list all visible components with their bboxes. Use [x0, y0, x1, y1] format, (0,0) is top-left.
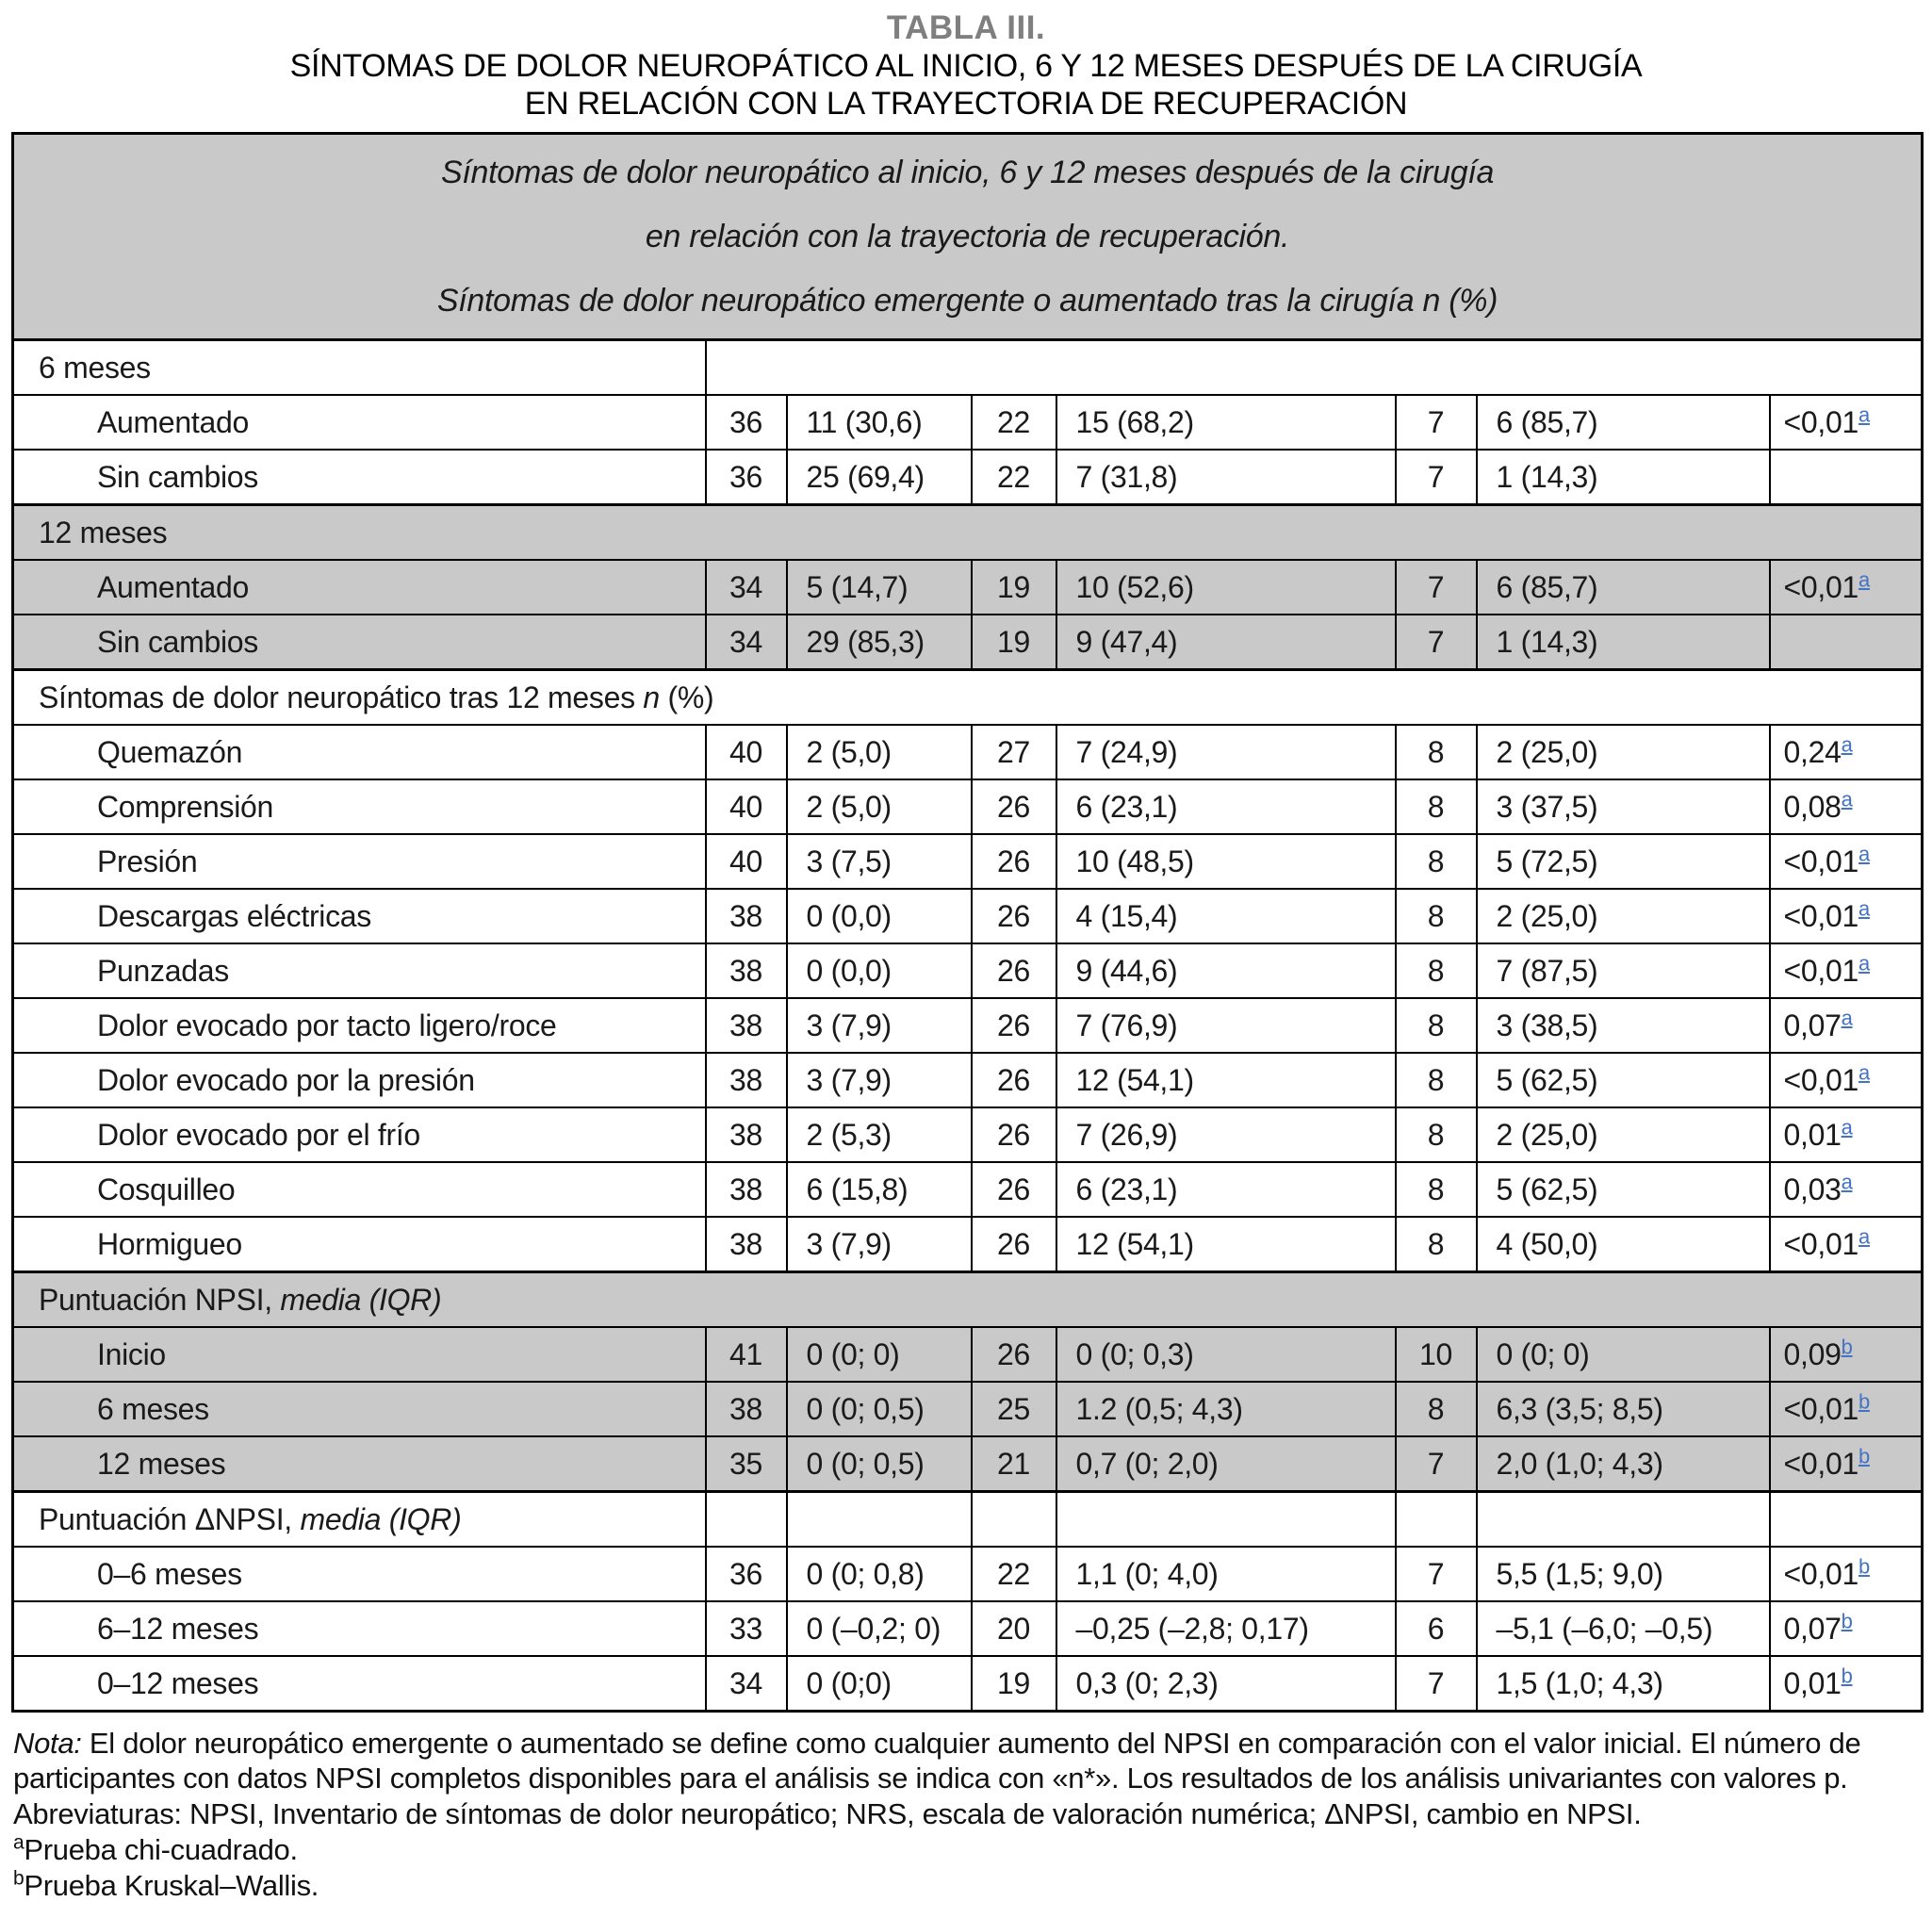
footnote-link[interactable]: a	[1841, 1170, 1853, 1194]
value-cell: 0,7 (0; 2,0)	[1056, 1436, 1396, 1492]
footnote-link[interactable]: b	[1858, 1389, 1870, 1414]
n-value-cell: 26	[972, 943, 1056, 998]
p-value-cell	[1770, 450, 1923, 505]
row-label: Aumentado	[13, 560, 706, 615]
n-value-cell: 8	[1396, 1217, 1477, 1272]
n-value-cell: 38	[706, 943, 787, 998]
p-value-cell: <0,01$^a$	[1770, 1053, 1923, 1107]
value-cell: 0 (0; 0)	[787, 1327, 972, 1382]
value-cell: 3 (7,9)	[787, 1053, 972, 1107]
table-row	[13, 450, 1923, 505]
row-label: Punzadas	[13, 943, 706, 998]
value-cell: 5 (62,5)	[1477, 1053, 1770, 1107]
p-value-cell: 0,03$^a$	[1770, 1162, 1923, 1217]
n-value-cell: 38	[706, 889, 787, 943]
value-cell: 0 (0; 0,5)	[787, 1436, 972, 1492]
n-value-cell: 22	[972, 1547, 1056, 1601]
p-value-cell: <0,01$^a$	[1770, 395, 1923, 450]
table-row	[13, 615, 1923, 670]
value-cell: 0 (0,0)	[787, 889, 972, 943]
value-cell: 0 (–0,2; 0)	[787, 1601, 972, 1656]
value-cell: 2 (25,0)	[1477, 889, 1770, 943]
table-row	[13, 943, 1923, 998]
row-label: Presión	[13, 834, 706, 889]
table-row	[13, 998, 1923, 1053]
empty-cell	[1396, 1492, 1477, 1548]
row-label: Dolor evocado por el frío	[13, 1107, 706, 1162]
value-cell: 10 (52,6)	[1056, 560, 1396, 615]
row-label: Quemazón	[13, 725, 706, 779]
table-row	[13, 505, 1923, 561]
value-cell: 6 (23,1)	[1056, 779, 1396, 834]
table-header-line3: Síntomas de dolor neuropático emergente o aumentado tras la cirugía n (%)	[436, 283, 1498, 320]
value-cell: 9 (47,4)	[1056, 615, 1396, 670]
footnote-b	[13, 1868, 1919, 1903]
table-title-line1: SÍNTOMAS DE DOLOR NEUROPÁTICO AL INICIO, 6 Y 12 MESES DESPUÉS DE LA CIRUGÍA	[289, 48, 1643, 84]
symptom-table-body	[13, 134, 1923, 1712]
n-value-cell: 40	[706, 779, 787, 834]
empty-cell	[1056, 1492, 1396, 1548]
n-value-cell: 25	[972, 1382, 1056, 1436]
table-title-block	[0, 0, 1932, 123]
row-label: 0–12 meses	[13, 1656, 706, 1712]
n-value-cell: 26	[972, 889, 1056, 943]
row-label: Síntomas de dolor neuropático tras 12 meses n (%)	[13, 670, 1923, 726]
footnote-link[interactable]: b	[1841, 1335, 1853, 1359]
value-cell: 0 (0; 0,5)	[787, 1382, 972, 1436]
n-value-cell: 8	[1396, 889, 1477, 943]
n-value-cell: 38	[706, 1162, 787, 1217]
n-value-cell: 34	[706, 1656, 787, 1712]
n-value-cell: 26	[972, 1327, 1056, 1382]
table-row	[13, 1327, 1923, 1382]
table-row	[13, 1601, 1923, 1656]
value-cell: 6 (23,1)	[1056, 1162, 1396, 1217]
table-row	[13, 725, 1923, 779]
n-value-cell: 41	[706, 1327, 787, 1382]
n-value-cell: 35	[706, 1436, 787, 1492]
table-row	[13, 1492, 1923, 1548]
value-cell: 6 (15,8)	[787, 1162, 972, 1217]
note-prefix: Nota:	[13, 1727, 82, 1761]
value-cell: 0 (0; 0)	[1477, 1327, 1770, 1382]
value-cell: 2 (25,0)	[1477, 1107, 1770, 1162]
n-value-cell: 8	[1396, 1162, 1477, 1217]
empty-cell	[706, 1492, 787, 1548]
value-cell: 2 (5,0)	[787, 779, 972, 834]
table-number: TABLA III.	[886, 9, 1046, 46]
table-row	[13, 1107, 1923, 1162]
value-cell: 1,1 (0; 4,0)	[1056, 1547, 1396, 1601]
n-value-cell: 6	[1396, 1601, 1477, 1656]
row-label: Hormigueo	[13, 1217, 706, 1272]
footnote-link[interactable]: a	[1841, 1006, 1853, 1030]
table-row	[13, 340, 1923, 396]
table-header-line2: en relación con la trayectoria de recuperación.	[645, 219, 1290, 255]
table-row	[13, 1053, 1923, 1107]
n-value-cell: 7	[1396, 1547, 1477, 1601]
row-label: Sin cambios	[13, 615, 706, 670]
footnote-link[interactable]: a	[1841, 787, 1853, 811]
value-cell: 10 (48,5)	[1056, 834, 1396, 889]
footnote-b-marker: b	[13, 1867, 25, 1890]
n-value-cell: 38	[706, 998, 787, 1053]
value-cell: 0 (0; 0,8)	[787, 1547, 972, 1601]
row-label: Dolor evocado por la presión	[13, 1053, 706, 1107]
value-cell: 3 (7,9)	[787, 998, 972, 1053]
table-row	[13, 834, 1923, 889]
value-cell: 11 (30,6)	[787, 395, 972, 450]
value-cell: 6 (85,7)	[1477, 560, 1770, 615]
p-value-cell: 0,01$^b$	[1770, 1656, 1923, 1712]
value-cell: 4 (15,4)	[1056, 889, 1396, 943]
n-value-cell: 26	[972, 1162, 1056, 1217]
table-row	[13, 1217, 1923, 1272]
footnote-b-text: Prueba Kruskal–Wallis.	[24, 1869, 319, 1903]
table-row	[13, 1547, 1923, 1601]
p-value-cell: <0,01$^a$	[1770, 943, 1923, 998]
p-value-cell: <0,01$^a$	[1770, 834, 1923, 889]
table-title-line2: EN RELACIÓN CON LA TRAYECTORIA DE RECUPERACIÓN	[524, 86, 1408, 123]
row-label: 6 meses	[13, 1382, 706, 1436]
n-value-cell: 7	[1396, 560, 1477, 615]
n-value-cell: 22	[972, 395, 1056, 450]
row-label: 6 meses	[13, 340, 706, 396]
n-value-cell: 38	[706, 1217, 787, 1272]
n-value-cell: 36	[706, 395, 787, 450]
footnote-link[interactable]: b	[1858, 1554, 1870, 1579]
table-notes	[13, 1726, 1919, 1903]
value-cell: 3 (38,5)	[1477, 998, 1770, 1053]
p-value-cell: <0,01$^a$	[1770, 1217, 1923, 1272]
value-cell: 7 (24,9)	[1056, 725, 1396, 779]
n-value-cell: 40	[706, 725, 787, 779]
n-value-cell: 36	[706, 1547, 787, 1601]
footnote-link[interactable]: b	[1858, 1444, 1870, 1468]
n-value-cell: 8	[1396, 834, 1477, 889]
table-row	[13, 1162, 1923, 1217]
n-value-cell: 8	[1396, 1107, 1477, 1162]
value-cell: 5,5 (1,5; 9,0)	[1477, 1547, 1770, 1601]
footnote-link[interactable]: a	[1858, 842, 1870, 866]
p-value-cell: 0,24$^a$	[1770, 725, 1923, 779]
row-label: 0–6 meses	[13, 1547, 706, 1601]
row-label: 6–12 meses	[13, 1601, 706, 1656]
n-value-cell: 10	[1396, 1327, 1477, 1382]
value-cell: 7 (87,5)	[1477, 943, 1770, 998]
row-label: Comprensión	[13, 779, 706, 834]
value-cell: 0,3 (0; 2,3)	[1056, 1656, 1396, 1712]
n-value-cell: 19	[972, 615, 1056, 670]
value-cell: –0,25 (–2,8; 0,17)	[1056, 1601, 1396, 1656]
value-cell: 5 (62,5)	[1477, 1162, 1770, 1217]
value-cell: 2 (5,3)	[787, 1107, 972, 1162]
note-text	[13, 1726, 1919, 1795]
n-value-cell: 8	[1396, 943, 1477, 998]
n-value-cell: 22	[972, 450, 1056, 505]
value-cell: 1 (14,3)	[1477, 450, 1770, 505]
row-label: Descargas eléctricas	[13, 889, 706, 943]
footnote-link[interactable]: a	[1841, 732, 1853, 757]
n-value-cell: 8	[1396, 725, 1477, 779]
note-body: El dolor neuropático emergente o aumentado se define como cualquier aumento del NPSI en comparación con el valor inicial. El número de participantes con datos NPSI completos disponibles para el análisis se indica con «n*». Los resultados de los análisis univariantes con valores p.	[13, 1727, 1861, 1795]
table-header-row	[13, 134, 1923, 340]
value-cell: 7 (31,8)	[1056, 450, 1396, 505]
empty-cell	[787, 1492, 972, 1548]
n-value-cell: 26	[972, 779, 1056, 834]
n-value-cell: 40	[706, 834, 787, 889]
empty-cell	[1770, 1492, 1923, 1548]
value-cell: 3 (7,5)	[787, 834, 972, 889]
table-row	[13, 1272, 1923, 1328]
value-cell: 1.2 (0,5; 4,3)	[1056, 1382, 1396, 1436]
n-value-cell: 34	[706, 560, 787, 615]
n-value-cell: 8	[1396, 1382, 1477, 1436]
n-value-cell: 7	[1396, 395, 1477, 450]
table-row	[13, 395, 1923, 450]
footnote-a-marker: a	[13, 1831, 25, 1854]
value-cell: 12 (54,1)	[1056, 1053, 1396, 1107]
value-cell: 3 (37,5)	[1477, 779, 1770, 834]
footnote-link[interactable]: b	[1841, 1664, 1853, 1688]
p-value-cell: 0,09$^b$	[1770, 1327, 1923, 1382]
table-row	[13, 1382, 1923, 1436]
n-value-cell: 38	[706, 1053, 787, 1107]
footnote-link[interactable]: a	[1858, 567, 1870, 592]
p-value-cell: 0,01$^a$	[1770, 1107, 1923, 1162]
value-cell: 15 (68,2)	[1056, 395, 1396, 450]
value-cell: 6 (85,7)	[1477, 395, 1770, 450]
row-label: Inicio	[13, 1327, 706, 1382]
p-value-cell: <0,01$^a$	[1770, 889, 1923, 943]
n-value-cell: 27	[972, 725, 1056, 779]
n-value-cell: 7	[1396, 1436, 1477, 1492]
footnote-a-text: Prueba chi-cuadrado.	[24, 1833, 298, 1867]
value-cell: 12 (54,1)	[1056, 1217, 1396, 1272]
value-cell: 0 (0,0)	[787, 943, 972, 998]
n-value-cell: 36	[706, 450, 787, 505]
n-value-cell: 21	[972, 1436, 1056, 1492]
table-row	[13, 889, 1923, 943]
footnote-link[interactable]: a	[1858, 896, 1870, 921]
footnote-link[interactable]: a	[1858, 951, 1870, 975]
table-row	[13, 1656, 1923, 1712]
p-value-cell: 0,08$^a$	[1770, 779, 1923, 834]
p-value-cell	[1770, 615, 1923, 670]
value-cell: 2,0 (1,0; 4,3)	[1477, 1436, 1770, 1492]
p-value-cell: <0,01$^b$	[1770, 1436, 1923, 1492]
table-header-line1: Síntomas de dolor neuropático al inicio, 6 y 12 meses después de la cirugía	[440, 155, 1495, 191]
table-row	[13, 1436, 1923, 1492]
value-cell: 3 (7,9)	[787, 1217, 972, 1272]
value-cell: –5,1 (–6,0; –0,5)	[1477, 1601, 1770, 1656]
value-cell: 25 (69,4)	[787, 450, 972, 505]
n-value-cell: 38	[706, 1382, 787, 1436]
row-label: Puntuación ΔNPSI, media (IQR)	[13, 1492, 706, 1548]
value-cell: 2 (5,0)	[787, 725, 972, 779]
row-label: Sin cambios	[13, 450, 706, 505]
n-value-cell: 8	[1396, 998, 1477, 1053]
empty-cell	[706, 340, 1923, 396]
row-label: Puntuación NPSI, media (IQR)	[13, 1272, 1923, 1328]
symptom-table	[11, 132, 1924, 1713]
value-cell: 7 (76,9)	[1056, 998, 1396, 1053]
n-value-cell: 34	[706, 615, 787, 670]
n-value-cell: 26	[972, 998, 1056, 1053]
n-value-cell: 26	[972, 1107, 1056, 1162]
value-cell: 29 (85,3)	[787, 615, 972, 670]
footnote-link[interactable]: b	[1841, 1609, 1853, 1633]
n-value-cell: 26	[972, 834, 1056, 889]
table-row	[13, 560, 1923, 615]
empty-cell	[1477, 1492, 1770, 1548]
row-label: Dolor evocado por tacto ligero/roce	[13, 998, 706, 1053]
value-cell: 2 (25,0)	[1477, 725, 1770, 779]
n-value-cell: 7	[1396, 450, 1477, 505]
value-cell: 4 (50,0)	[1477, 1217, 1770, 1272]
footnote-link[interactable]: a	[1858, 1224, 1870, 1249]
footnote-link[interactable]: a	[1858, 1060, 1870, 1085]
row-label: 12 meses	[13, 505, 1923, 561]
footnote-link[interactable]: a	[1841, 1115, 1853, 1139]
p-value-cell: 0,07$^a$	[1770, 998, 1923, 1053]
n-value-cell: 8	[1396, 1053, 1477, 1107]
value-cell: 7 (26,9)	[1056, 1107, 1396, 1162]
row-label: Aumentado	[13, 395, 706, 450]
n-value-cell: 33	[706, 1601, 787, 1656]
table-header-cell	[13, 134, 1923, 340]
value-cell: 0 (0;0)	[787, 1656, 972, 1712]
empty-cell	[972, 1492, 1056, 1548]
value-cell: 5 (14,7)	[787, 560, 972, 615]
row-label: 12 meses	[13, 1436, 706, 1492]
n-value-cell: 26	[972, 1053, 1056, 1107]
footnote-link[interactable]: a	[1858, 402, 1870, 427]
n-value-cell: 7	[1396, 615, 1477, 670]
n-value-cell: 19	[972, 560, 1056, 615]
value-cell: 1 (14,3)	[1477, 615, 1770, 670]
p-value-cell: 0,07$^b$	[1770, 1601, 1923, 1656]
row-label: Cosquilleo	[13, 1162, 706, 1217]
table-row	[13, 670, 1923, 726]
p-value-cell: <0,01$^a$	[1770, 560, 1923, 615]
n-value-cell: 7	[1396, 1656, 1477, 1712]
value-cell: 1,5 (1,0; 4,3)	[1477, 1656, 1770, 1712]
value-cell: 0 (0; 0,3)	[1056, 1327, 1396, 1382]
n-value-cell: 20	[972, 1601, 1056, 1656]
value-cell: 9 (44,6)	[1056, 943, 1396, 998]
n-value-cell: 19	[972, 1656, 1056, 1712]
value-cell: 6,3 (3,5; 8,5)	[1477, 1382, 1770, 1436]
value-cell: 5 (72,5)	[1477, 834, 1770, 889]
footnote-a	[13, 1832, 1919, 1867]
n-value-cell: 8	[1396, 779, 1477, 834]
n-value-cell: 26	[972, 1217, 1056, 1272]
n-value-cell: 38	[706, 1107, 787, 1162]
p-value-cell: <0,01$^b$	[1770, 1382, 1923, 1436]
p-value-cell: <0,01$^b$	[1770, 1547, 1923, 1601]
table-row	[13, 779, 1923, 834]
abbreviations-text: Abreviaturas: NPSI, Inventario de síntomas de dolor neuropático; NRS, escala de valoración numérica; ΔNPSI, cambio en NPSI.	[13, 1797, 1642, 1831]
